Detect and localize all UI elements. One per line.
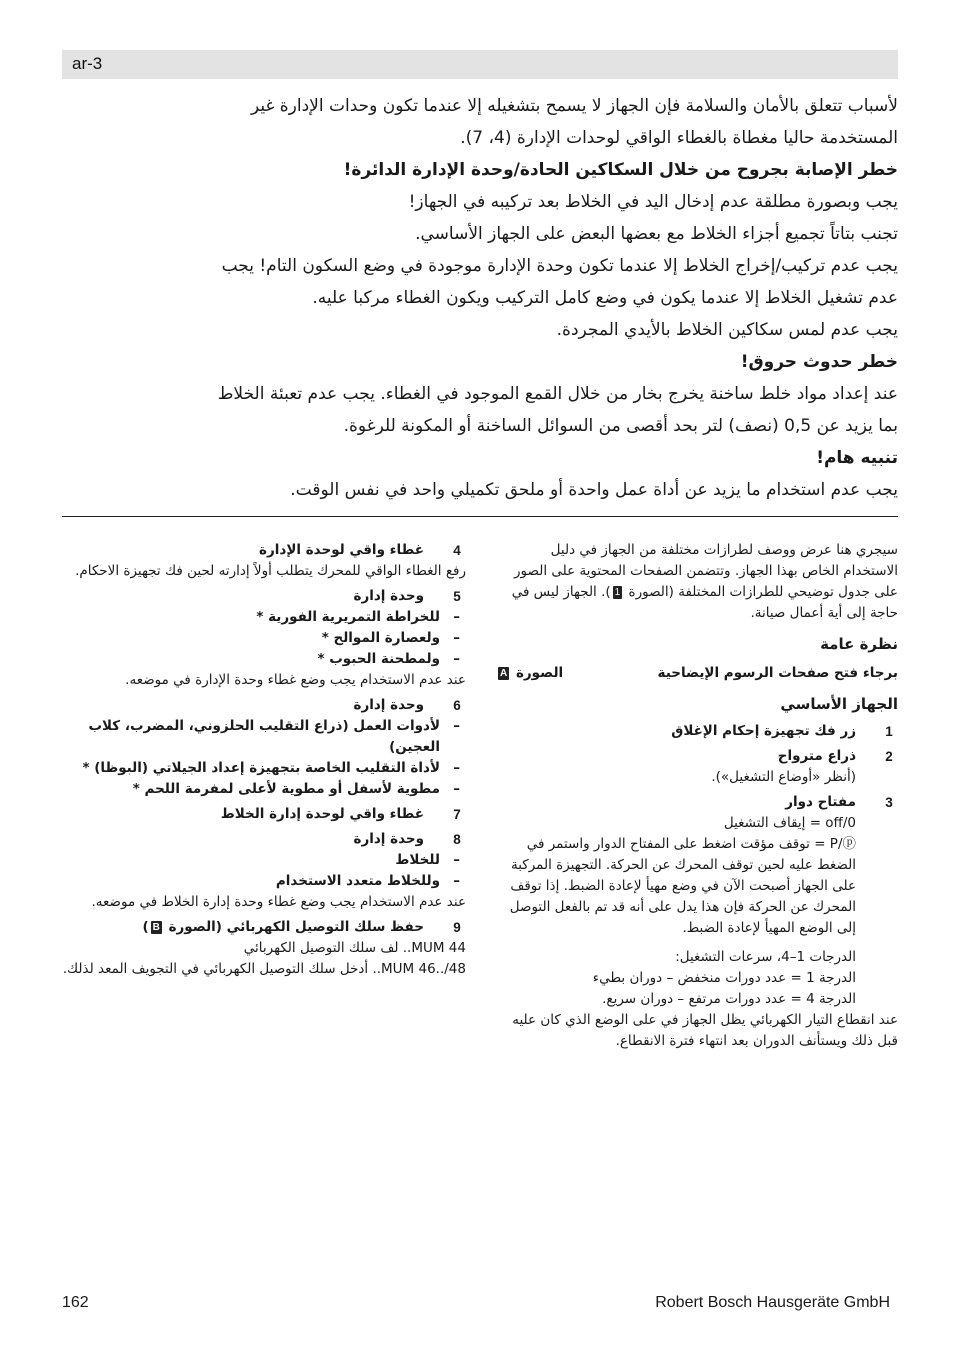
brand-name: Robert Bosch Hausgeräte GmbH bbox=[655, 1294, 890, 1311]
sub-item: – وللخلاط متعدد الاستخدام bbox=[275, 873, 460, 889]
safety-line: بما يزيد عن 0,5 (نصف) لتر بحد أقصى من السوائل الساخنة أو المكونة للرغوة. bbox=[343, 416, 898, 436]
sub-item: – للخراطة التمريرية الفورية * bbox=[256, 609, 460, 625]
list-item: 1 زر فك تجهيزة إحكام الإغلاق bbox=[671, 723, 893, 739]
header-bar bbox=[62, 50, 898, 79]
sub-item: – ولعصارة الموالح * bbox=[321, 630, 460, 646]
page-number: 162 bbox=[62, 1294, 89, 1311]
page-code: ar-3 bbox=[72, 54, 103, 73]
sub-item: – لأدوات العمل (ذراع التقليب الحلزوني، المضرب، كلاب العجين) bbox=[88, 718, 460, 755]
safety-line: عدم تشغيل الخلاط إلا عندما يكون في وضع كامل التركيب ويكون الغطاء مركبا عليه. bbox=[312, 288, 898, 308]
components-column: 4 غطاء واقي لوحدة الإدارة رفع الغطاء الواقي للمحرك يتطلب أولاً إدارته لحين فك تجهيزة الاحكام. 5 وحدة إدارة – للخراطة التمريرية الفورية * – ولعصارة الموالح * – ولمطحنة الحبوب * عند عدم الاستخدام يجب وضع غطاء وحدة الإدارة في موضعه. 6 وحدة إدارة – لأدوات العمل (ذراع التقليب الحلزوني، المضرب، كلاب العجين) – لأداة التقليب الخاصة بتجهيزة إعداد الجيلاتي (البوظا) * – مطوية لأسفل أو مطوية لأعلى لمفرمة اللحم * 7 غطاء واقي لوحدة إدارة الخلاط 8 وحدة إدارة – للخلاط – وللخلاط متعدد الاستخدام عند عدم الاستخدام يجب وضع غطاء وحدة إدارة الخلاط في موضعه. 9 حفظ سلك التوصيل الكهربائي (الصورة B) MUM 44.. لف سلك التوصيل الكهربائي MUM 46../48.. أدخل سلك التوصيل الكهربائي في التجويف المعد لذلك. bbox=[62, 542, 466, 977]
safety-line: المستخدمة حاليا مغطاة بالغطاء الواقي لوحدات الإدارة (4، 7). bbox=[460, 128, 898, 148]
safety-line: يجب عدم لمس سكاكين الخلاط بالأيدي المجردة. bbox=[556, 320, 898, 340]
list-item: 5 وحدة إدارة bbox=[353, 588, 461, 604]
overview-title: نظرة عامة bbox=[820, 635, 898, 653]
base-unit-title: الجهاز الأساسي bbox=[780, 695, 898, 713]
figure-badge: 1 bbox=[614, 587, 621, 598]
list-item: 3 مفتاح دوار off/0 = إيقاف التشغيل P/ⓟ = توقف مؤقت اضغط على المفتاح الدوار واستمر في الضغط عليه لحين توقف المحرك عن الحركة. التجهيزة المركبة على الجهاز أصبحت الآن في وضع مهيأ لإعادة الضبط. إذا توقف المحرك عن الحركة فإن هذا يدل على أنه قد تم بالفعل التوصل إلى الوضع المهيأ لإعادة الضبط. الدرجات 1–4، سرعات التشغيل: الدرجة 1 = عدد دورات منخفض – دوران بطيء الدرجة 4 = عدد دورات مرتفع – دوران سريع. bbox=[509, 794, 893, 1007]
sub-item: – مطوية لأسفل أو مطوية لأعلى لمفرمة اللحم * bbox=[132, 781, 460, 797]
intro-text: سيجري هنا عرض ووصف لطرازات مختلفة من الجهاز في دليل الاستخدام الخاص بهذا الجهاز. وتتضمن الصفحات المحتوية على الصور على جدول توضيحي للطرازات المختلفة (الصورة 1). الجهاز ليس في حاجة إلى أية أعمال صيانة. bbox=[511, 542, 898, 621]
list-item: 2 ذراع مترواح (أنظر «أوضاع التشغيل»). bbox=[711, 748, 893, 785]
safety-line: تجنب بتاتاً تجميع أجزاء الخلاط مع بعضها البعض على الجهاز الأساسي. bbox=[415, 224, 898, 244]
sub-item: – للخلاط bbox=[395, 852, 460, 868]
list-item: 7 غطاء واقي لوحدة إدارة الخلاط bbox=[220, 806, 461, 822]
safety-line: يجب عدم تركيب/إخراج الخلاط إلا عندما تكون وحدة الإدارة موجودة في وضع السكون التام! يجب bbox=[221, 256, 898, 276]
overview-column bbox=[496, 540, 898, 1052]
safety-line: يجب وبصورة مطلقة عدم إدخال اليد في الخلاط بعد تركيبه في الجهاز! bbox=[408, 192, 898, 212]
power-outage-note: عند انقطاع التيار الكهربائي يظل الجهاز في على الوضع الذي كان عليه قبل ذلك ويستأنف الدوران بعد انتهاء فترة الانقطاع. bbox=[512, 1012, 898, 1049]
list-item: 9 حفظ سلك التوصيل الكهربائي (الصورة B) bbox=[142, 919, 461, 935]
list-item: 8 وحدة إدارة bbox=[353, 831, 461, 847]
safety-line: لأسباب تتعلق بالأمان والسلامة فإن الجهاز لا يسمح بتشغيله إلا عندما تكون وحدات الإدارة غير bbox=[250, 96, 898, 116]
section-divider bbox=[62, 516, 898, 517]
safety-notice bbox=[62, 90, 898, 506]
sub-item: – ولمطحنة الحبوب * bbox=[317, 651, 460, 667]
safety-line: عند إعداد مواد خلط ساخنة يخرج بخار من خلال القمع الموجود في الغطاء. يجب عدم تعبئة الخلاط bbox=[217, 384, 898, 404]
sub-item: – لأداة التقليب الخاصة بتجهيزة إعداد الجيلاتي (البوظا) * bbox=[82, 760, 460, 776]
figure-badge: B bbox=[152, 922, 160, 933]
fold-out-note: برجاء فتح صفحات الرسوم الإيضاحية الصورة A bbox=[500, 665, 898, 681]
list-item: 6 وحدة إدارة bbox=[353, 697, 461, 713]
warning-heading: خطر الإصابة بجروح من خلال السكاكين الحادة/وحدة الإدارة الدائرة! bbox=[343, 160, 898, 180]
list-item: 4 غطاء واقي لوحدة الإدارة bbox=[259, 542, 461, 558]
warning-heading: تنبيه هام! bbox=[816, 448, 898, 468]
warning-heading: خطر حدوث حروق! bbox=[740, 352, 898, 372]
figure-badge: A bbox=[500, 668, 508, 679]
safety-line: يجب عدم استخدام ما يزيد عن أداة عمل واحدة أو ملحق تكميلي واحد في نفس الوقت. bbox=[290, 480, 898, 500]
